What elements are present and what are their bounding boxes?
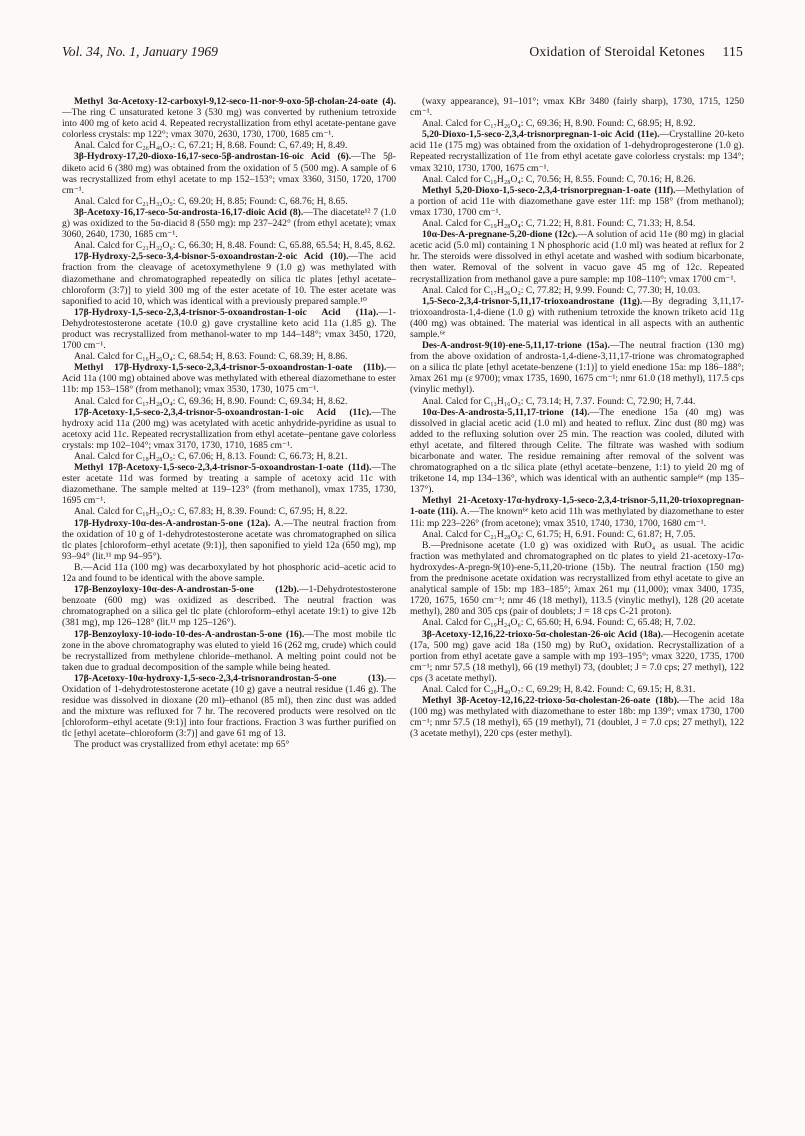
compound-heading: 17β-Hydroxy-1,5-seco-2,3,4-trisnor-5-oxoandrostan-1-oic Acid (11a). <box>74 306 379 318</box>
paragraph <box>62 351 396 362</box>
paragraph <box>62 240 396 251</box>
paragraph-text: B.—Acid 11a (100 mg) was decarboxylated by hot phosphoric acid–acetic acid to 12a and found to be identical with the above sample. <box>62 561 396 585</box>
paragraph <box>410 617 744 628</box>
paragraph <box>62 584 396 628</box>
paragraph-text: Anal. Calcd for C₁₆H₂₆O₄: C, 68.54; H, 8.63. Found: C, 68.39; H, 8.86. <box>74 351 348 363</box>
paragraph <box>62 396 396 407</box>
compound-heading: 10α-Des-A-androsta-5,11,17-trione (14). <box>422 406 590 418</box>
paragraph <box>62 307 396 351</box>
compound-heading: 17β-Acetoxy-1,5-seco-2,3,4-trisnor-5-oxoandrostan-1-oic Acid (11c). <box>74 406 372 418</box>
paragraph <box>62 196 396 207</box>
paragraph-text: —A solution of acid 11e (80 mg) in glacial acetic acid (5.0 ml) containing 1 N phosphoric acid (1.0 ml) was heated at reflux for 2 hr. The steroids were dissolved in ethyl acetate and washed with sodium bicarbonate, then water. Removal of the solvent in vacuo gave 45 mg of 12c. Repeated recrystallization from methanol gave a pure sample: mp 108–110°; νmax 1700 cm⁻¹. <box>410 229 744 285</box>
paragraph <box>410 96 744 118</box>
paragraph-text: —The neutral fraction (130 mg) from the above oxidation of androsta-1,4-diene-3,11,17-trione was chromatographed on a silica tlc plate [ethyl acetate-benzene (1:1)] to yield enedione 15a: mp 186–188°; λmax 261 mμ (ε 9700); νmax 1735, 1690, 1675 cm⁻¹; nmr 61.0 (18 methyl), 117.5 cps (vinylic methyl). <box>410 340 744 396</box>
paragraph <box>410 629 744 684</box>
paragraph-text: —The 5β-diketo acid 6 (380 mg) was obtained from the oxidation of 5 (500 mg). A sample of 6 was recrystallized from ethyl acetate to mp 152–153°; νmax 3360, 3150, 1720, 1700 cm⁻¹. <box>62 151 396 196</box>
compound-heading: 5,20-Dioxo-1,5-seco-2,3,4-trisnorpregnan-1-oic Acid (11e). <box>422 129 660 141</box>
paragraph-text: —The hydroxy acid 11a (200 mg) was acetylated with acetic anhydride-pyridine as usual to acetoxy acid 11c. Repeated recrystallization from ethyl acetate–pentane gave colorless crystals: mp 102–104°; νmax 3170, 1730, 1710, 1685 cm⁻¹. <box>62 406 396 451</box>
journal-volume-info: Vol. 34, No. 1, January 1969 <box>62 44 218 59</box>
compound-heading: 3β-Hydroxy-17,20-dioxo-16,17-seco-5β-androstan-16-oic Acid (6). <box>74 151 352 163</box>
paragraph <box>62 96 396 140</box>
paragraph <box>62 518 396 562</box>
paragraph <box>410 529 744 540</box>
paragraph <box>410 495 744 528</box>
paragraph-text: (waxy appearance), 91–101°; νmax KBr 3480 (fairly sharp), 1730, 1715, 1250 cm⁻¹. <box>410 96 744 119</box>
paragraph-text: —Crystalline 20-keto acid 11e (175 mg) was obtained from the oxidation of 1-dehydroprogesterone (1.0 g). Repeated recrystallization of 11e from ethyl acetate gave colorless crystals: mp 134°; νmax 3210, 1730, 1700, 1675 cm⁻¹. <box>410 129 744 174</box>
paragraph-text: —1-Dehydrotestosterone benzoate (600 mg) was oxidized as described. The neutral fraction was chromatographed on a silica gel tlc plate (chloroform–ethyl acetate 19:1) to give 12b (381 mg), mp 126–128° (lit.¹¹ mp 125–126°). <box>62 584 396 629</box>
paragraph-text: —By degrading 3,11,17-trioxoandrosta-1,4-diene (1.0 g) with ruthenium tetroxide the known triketo acid 11g (400 mg) was obtained. The material was identical in all aspects with an authentic sample.⁶ᵉ <box>410 295 744 340</box>
paragraph-text: Anal. Calcd for C₂₉H₄₀O₇: C, 69.29; H, 8.42. Found: C, 69.15; H, 8.31. <box>422 683 696 695</box>
paragraph-text: Anal. Calcd for C₁₉H₂₄O₆: C, 65.60; H, 6.94. Found: C, 65.48; H, 7.02. <box>422 617 696 629</box>
paragraph-text: —The acid 18a (100 mg) was methylated with diazomethane to ester 18b: mp 139°; νmax 1730, 1700 cm⁻¹; nmr 57.5 (18 methyl), 65 (19 methyl), 71 (doublet, J = 7.0 cps; 27 methyl), 122 (3 acetate methyl), 220 cps (ester methyl). <box>410 695 744 740</box>
paragraph <box>410 185 744 218</box>
compound-heading: Methyl 3β-Acetoy-12,16,22-trioxo-5α-cholestan-26-oate (18b). <box>422 695 680 707</box>
paragraph <box>62 451 396 462</box>
two-column-body <box>62 96 744 1126</box>
paragraph-text: Anal. Calcd for C₂₁H₃₂O₅: C, 69.20; H, 8.85; Found: C, 68.76; H, 8.65. <box>74 195 348 207</box>
paragraph <box>62 673 396 740</box>
paragraph-text: —The acid fraction from the cleavage of acetoxymethylene 9 (1.0 g) was methylated with diazomethane and chromatographed repeatedly on silica tlc plates [ethyl acetate–chloroform (3:7)] to yield 300 mg of the ester acetate of 10. The ester acetate was saponified to acid 10, which was identical with a previously prepared sample.¹⁰ <box>62 251 396 307</box>
paragraph <box>410 407 744 496</box>
paragraph-text: Anal. Calcd for C₁₈H₂₈O₅: C, 67.06; H, 8.13. Found: C, 66.73; H, 8.21. <box>74 451 348 462</box>
paragraph <box>410 296 744 340</box>
paragraph <box>62 462 396 506</box>
paragraph-text: Anal. Calcd for C₁₇H₂₈O₄: C, 69.36; H, 8.90. Found: C, 69.34; H, 8.62. <box>74 395 348 407</box>
paragraph-text: Anal. Calcd for C₁₉H₂₈O₄: C, 70.56; H, 8.55. Found: C, 70.16; H, 8.26. <box>422 173 696 185</box>
paragraph-text: —Oxidation of 1-dehydrotestosterone acetate (10 g) gave a neutral residue (1.46 g). The residue was dissolved in dioxane (20 ml)–ethanol (85 ml), then zinc dust was added and the mixture was refluxed for 7 hr. The recovered products were resolved on tlc [chloroform–ethyl acetate (9:1)] into four fractions. Fraction 3 was further purified on tlc [ethyl acetate–chloroform (3:7)] and gave 61 mg of 13. <box>62 672 396 740</box>
paragraph <box>62 151 396 195</box>
running-title-group <box>529 44 743 60</box>
paragraph <box>410 229 744 284</box>
paragraph <box>62 506 396 517</box>
paragraph-text: —1-Dehydrotestosterone acetate (10.0 g) gave crystalline keto acid 11a (1.85 g). The product was recrystallized from methanol-water to mp 144–148°; νmax 3450, 1720, 1700 cm⁻¹. <box>62 306 396 352</box>
paragraph-text: Anal. Calcd for C₂₁H₂₈O₈: C, 61.75; H, 6.91. Found: C, 61.87; H, 7.05. <box>422 528 696 540</box>
compound-heading: 3β-Acetoxy-12,16,22-trioxo-5α-cholestan-26-oic Acid (18a). <box>422 628 664 640</box>
compound-heading: Methyl 17β-Acetoxy-1,5-seco-2,3,4-trisnor-5-oxoandrostan-1-oate (11d). <box>74 462 372 474</box>
compound-heading: 10α-Des-A-pregnane-5,20-dione (12c). <box>422 229 578 241</box>
compound-heading: Methyl 17β-Hydroxy-1,5-seco-2,3,4-trisnor-5-oxoandrostan-1-oate (11b). <box>74 362 387 374</box>
paragraph-text: —The ester acetate 11d was formed by treating a sample of acetoxy acid 11c with diazomethane. The sample melted at 119–123° (from methanol), νmax 1735, 1730, 1695 cm⁻¹. <box>62 462 396 507</box>
page-number: 115 <box>722 44 743 59</box>
paragraph-text: Anal. Calcd for C₂₁H₃₂O₆: C, 66.30; H, 8.48. Found: C, 65.88, 65.54; H, 8.45, 8.62. <box>74 240 396 252</box>
paragraph-text: Anal. Calcd for C₁₉H₃₂O₅: C, 67.83; H, 8.39. Found: C, 67.95; H, 8.22. <box>74 506 348 518</box>
compound-heading: 17β-Hydroxy-2,5-seco-3,4-bisnor-5-oxoandrostan-2-oic Acid (10). <box>74 251 349 263</box>
paragraph <box>410 285 744 296</box>
compound-heading: Methyl 21-Acetoxy-17α-hydroxy-1,5-seco-2,3,4-trisnor-5,11,20-trioxopregnan-1-oate (11i). <box>410 495 744 518</box>
paragraph-text: —Hecogenin acetate (17a, 500 mg) gave acid 18a (150 mg) by RuO₄ oxidation. Recrystallization of a portion from ethyl acetate gave a sample with mp 193–195°; νmax 3220, 1735, 1700 cm⁻¹; nmr 57.5 (18 methyl), 66 (19 methyl) 73, (doublet; J = 7.0 cps; 27 methyl), 122 cps (3 acetate methyl). <box>410 628 744 684</box>
compound-heading: Methyl 3α-Acetoxy-12-carboxyl-9,12-seco-11-nor-9-oxo-5β-cholan-24-oate (4). <box>74 96 396 107</box>
paragraph-text: —The most mobile tlc zone in the above chromatography was eluted to yield 16 (262 mg, crude) which could be recrystallized from methylene chloride–methanol. A melting point could not be taken due to gradual decomposition of the sample while being heated. <box>62 628 396 673</box>
paragraph-text: A.—The neutral fraction from the oxidation of 10 g of 1-dehydrotestosterone acetate was chromatographed on silica tlc plates [chloroform–ethyl acetate (9:1)], then saponified to yield 12a (650 mg), mp 93–94° (lit.¹¹ mp 94–95°). <box>62 517 396 562</box>
paragraph-text: B.—Prednisone acetate (1.0 g) was oxidized with RuO₄ as usual. The acidic fraction was methylated and chromatographed on tlc plates to yield 21-acetoxy-17α-hydroxydes-A-pregn-9(10)-ene-5,11,20-trione (15b). The neutral fraction (150 mg) from the prednisone acetate oxidation was recrystallized from ethyl acetate to give an analytical sample of 15b: mp 183–185°; λmax 261 mμ (11,000); νmax 3400, 1735, 1720, 1675, 1650 cm⁻¹; nmr 46 (18 methyl), 113.5 (vinylic methyl), 128 (20 acetate methyl), 280 and 305 cps (pair of doublets; J = 18 cps C-21 proton). <box>410 539 744 618</box>
paragraph-text: —Methylation of a portion of acid 11e with diazomethane gave ester 11f: mp 158° (from methanol); νmax 1730, 1700 cm⁻¹. <box>410 184 744 218</box>
paragraph-text: Anal. Calcd for C₁₃H₁₆O₃: C, 73.14; H, 7.37. Found: C, 72.90; H, 7.44. <box>422 395 696 407</box>
compound-heading: 3β-Acetoxy-16,17-seco-5α-androsta-16,17-dioic Acid (8). <box>74 206 304 218</box>
paragraph <box>410 118 744 129</box>
paragraph <box>62 207 396 240</box>
paragraph-text: —The ring C unsaturated ketone 3 (530 mg) was converted by ruthenium tetroxide into 400 mg of keto acid 4. Repeated recrystallization from ethyl acetate-pentane gave colorless crystals: mp 122°; νmax 3070, 2630, 1730, 1700, 1685 cm⁻¹. <box>62 107 396 141</box>
running-title: Oxidation of Steroidal Ketones <box>529 44 705 59</box>
paragraph-text: —Acid 11a (100 mg) obtained above was methylated with ethereal diazomethane to ester 11b: mp 153–158° (from methanol); νmax 3530, 1730, 1075 cm⁻¹. <box>62 362 396 396</box>
compound-heading: 17β-Acetoxy-10α-hydroxy-1,5-seco-2,3,4-trisnorandrostan-5-one (13). <box>74 672 387 684</box>
paragraph-text: Anal. Calcd for C₁₇H₂₆O₄: C, 69.36; H, 8.90. Found: C, 68.95; H, 8.92. <box>422 118 696 130</box>
compound-heading: 17β-Benzoyloxy-10α-des-A-androstan-5-one (12b). <box>74 584 300 596</box>
paragraph <box>410 695 744 739</box>
paragraph <box>410 174 744 185</box>
paragraph <box>62 629 396 673</box>
paragraph <box>410 218 744 229</box>
paragraph <box>62 407 396 451</box>
right-column <box>410 96 744 1126</box>
paragraph <box>410 396 744 407</box>
paragraph <box>62 251 396 306</box>
paragraph <box>410 129 744 173</box>
paragraph-text: Anal. Calcd for C₁₇H₂₆O₂: C, 77.82; H, 9.99. Found: C, 77.30; H, 10.03. <box>422 284 701 296</box>
paragraph-text: —The diacetate¹² 7 (1.0 g) was oxidized to the 5α-diacid 8 (550 mg): mp 237–242° (from ethyl acetate); νmax 3060, 2640, 1730, 1685 cm⁻¹. <box>62 206 396 241</box>
paragraph-text: Anal. Calcd for C₂₆H₄₀O₇: C, 67.21; H, 8.68. Found: C, 67.49; H, 8.49. <box>74 140 348 152</box>
paragraph <box>410 684 744 695</box>
paragraph <box>410 340 744 395</box>
compound-heading: Methyl 5,20-Dioxo-1,5-seco-2,3,4-trisnorpregnan-1-oate (11f). <box>422 184 676 196</box>
compound-heading: Des-A-androst-9(10)-ene-5,11,17-trione (15a). <box>422 340 610 352</box>
left-column <box>62 96 396 1126</box>
compound-heading: 17β-Hydroxy-10α-des-A-androstan-5-one (12a). <box>74 517 271 529</box>
compound-heading: 17β-Benzoyloxy-10-iodo-10-des-A-androstan-5-one (16). <box>74 628 305 640</box>
paragraph <box>410 540 744 618</box>
paragraph <box>62 362 396 395</box>
paragraph-text: A.—The known⁶ᵉ keto acid 11h was methylated by diazomethane to ester 11i: mp 223–226° (from acetone); νmax 3510, 1740, 1730, 1700, 1680 cm⁻¹. <box>410 506 744 529</box>
compound-heading: 1,5-Seco-2,3,4-trisnor-5,11,17-trioxoandrostane (11g). <box>422 295 643 307</box>
paragraph <box>62 562 396 584</box>
running-header <box>62 44 743 66</box>
paragraph <box>62 739 396 750</box>
paragraph <box>62 140 396 151</box>
paragraph-text: Anal. Calcd for C₁₉H₂₈O₄: C, 71.22; H, 8.81. Found: C, 71.33; H, 8.54. <box>422 218 696 230</box>
paragraph-text: The product was crystallized from ethyl acetate: mp 65° <box>74 739 290 751</box>
paragraph-text: —The enedione 15a (40 mg) was dissolved in glacial acetic acid (1.0 ml) and heated to reflux. Zinc dust (80 mg) was added to the refluxing solution over 25 min. The reaction was cooled, diluted with ethyl acetate, and filtered through Celite. The filtrate was washed with sodium bicarbonate and water. The residue remaining after removal of the solvent was chromatographed on a tlc silica plate (ethyl acetate–benzene, 1:1) to yield 20 mg of triketone 14, mp 134–136°, which was identical with an authentic sample⁶ᵉ (mp 135–137°). <box>410 406 744 496</box>
